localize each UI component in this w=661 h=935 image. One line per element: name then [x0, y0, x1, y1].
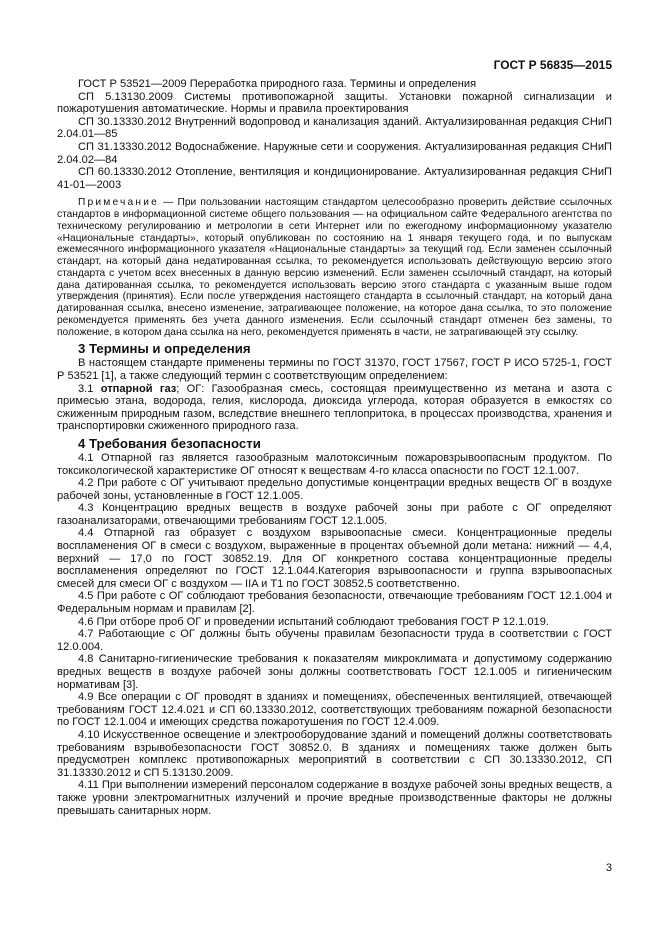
- reference-list: [57, 78, 612, 191]
- section-3-intro: В настоящем стандарте применены термины по ГОСТ 31370, ГОСТ 17567, ГОСТ Р ИСО 5725-1, ГОСТ Р 53521 [1], а также следующий термин с соответствующим определением:: [57, 357, 612, 382]
- term-definition: [57, 383, 612, 433]
- term: отпарной газ: [100, 382, 177, 395]
- clause: 4.3 Концентрацию вредных веществ в воздухе рабочей зоны при работе с ОГ определяют газоанализаторами, отвечающими требованиям ГОСТ 12.1.005.: [57, 502, 612, 527]
- clause: 4.1 Отпарной газ является газообразным малотоксичным пожаровзрывоопасным продуктом. По токсикологической характеристике ОГ относят к веществам 4-го класса опасности по ГОСТ 12.1.007.: [57, 451, 612, 477]
- note-text: — При пользовании настоящим стандартом целесообразно проверить действие ссылочных стандартов в информационной системе общего пользования — на официальном сайте Федерального агентства по техническому регулированию и метрологии в сети Интернет или по ежегодному информационному указателю «Национальные стандарты», который опубликован по состоянию на 1 января текущего года, и по выпускам ежемесячного информационного указателя «Национальные стандарты» за текущий год. Если заменен ссылочный стандарт, на который дана недатированная ссылка, то рекомендуется использовать действующую версию этого стандарта с учетом всех внесенных в данную версию изменений. Если заменен ссылочный стандарт, на который дана датированная ссылка, то рекомендуется использовать версию этого стандарта с указанным выше годом утверждения (принятия). Если после утверждения настоящего стандарта в ссылочный стандарт, на который дана датированная ссылка, внесено изменение, затрагивающее положение, на которое дана ссылка, то это положение рекомендуется применять без учета данного изменения. Если ссылочный стандарт отменен без замены, то положение, в котором дана ссылка на него, рекомендуется применять в части, не затрагивающей эту ссылку.: [57, 197, 612, 338]
- section-4-heading: 4 Требования безопасности: [78, 435, 261, 451]
- clause: 4.8 Санитарно-гигиенические требования к показателям микроклимата и допустимому содержанию вредных веществ в воздухе рабочей зоны должны соответствовать ГОСТ 12.1.005 и гигиеническим нормативам [3].: [57, 653, 612, 691]
- note-label: Примечание: [78, 197, 159, 209]
- clause: 4.5 При работе с ОГ соблюдают требования безопасности, отвечающие требованиям ГОСТ 12.1.004 и Федеральным нормам и правилам [2].: [57, 590, 612, 616]
- clause: 4.10 Искусственное освещение и электрооборудование зданий и помещений должны соответствовать требованиям взрывобезопасности ГОСТ 30852.0. В зданиях и помещениях также должен быть предусмотрен комплекс противопожарных мероприятий в соответствии с СП 30.13330.2012, СП 31.13330.2012 и СП 5.13130.2009.: [57, 728, 612, 779]
- document-header: ГОСТ Р 56835—2015: [493, 58, 612, 72]
- section-3-heading: 3 Термины и определения: [78, 341, 251, 357]
- reference-item: СП 30.13330.2012 Внутренний водопровод и канализация зданий. Актуализированная редакция СНиП 2.04.01—85: [57, 115, 612, 141]
- document-page: [57, 58, 612, 817]
- clause: 4.7 Работающие с ОГ должны быть обучены правилам безопасности труда в соответствии с ГОСТ 12.0.004.: [57, 628, 612, 653]
- term-number: 3.1: [78, 382, 101, 395]
- clause: 4.11 При выполнении измерений персоналом содержание в воздухе рабочей зоны вредных веществ, а также уровни электромагнитных излучений и прочие вредные производственные факторы не должны превышать санитарных норм.: [57, 779, 612, 817]
- reference-item: СП 60.13330.2012 Отопление, вентиляция и кондиционирование. Актуализированная редакция СНиП 41-01—2003: [57, 166, 612, 191]
- reference-item: СП 31.13330.2012 Водоснабжение. Наружные сети и сооружения. Актуализированная редакция СНиП 2.04.02—84: [57, 140, 612, 166]
- term-text: ; ОГ: Газообразная смесь, состоящая преимущественно из метана и азота с примесью этана, водорода, гелия, кислорода, диоксида углерода, которая образуется в емкостях со сжиженным природным газом, вследствие внешнего теплопритока, в процессах производства, хранения и транспортировки сжиженного природного газа.: [57, 382, 612, 433]
- clause: 4.9 Все операции с ОГ проводят в зданиях и помещениях, обеспеченных вентиляцией, отвечающей требованиям ГОСТ 12.4.021 и СП 60.13330.2012, соответствующих требованиям пожарной безопасности по ГОСТ 12.1.004 и имеющих средства пожаротушения по ГОСТ 12.4.009.: [57, 691, 612, 729]
- reference-item: ГОСТ Р 53521—2009 Переработка природного газа. Термины и определения: [78, 78, 477, 90]
- note: [57, 197, 612, 338]
- clause: 4.6 При отборе проб ОГ и проведении испытаний соблюдают требования ГОСТ Р 12.1.019.: [78, 615, 549, 628]
- clause: 4.2 При работе с ОГ учитывают предельно допустимые концентрации вредных веществ ОГ в воздухе рабочей зоны, установленные в ГОСТ 12.1.005.: [57, 477, 612, 502]
- page-number: 3: [605, 862, 612, 874]
- reference-item: СП 5.13130.2009 Системы противопожарной защиты. Установки пожарной сигнализации и пожаротушения автоматические. Нормы и правила проектирования: [57, 90, 612, 116]
- clause: 4.4 Отпарной газ образует с воздухом взрывоопасные смеси. Концентрационные пределы воспламенения ОГ в смеси с воздухом, выраженные в процентах объемной доли метана: нижний — 4,4, верхний — 17,0 по ГОСТ 30852.19. Для ОГ конкретного состава концентрационные пределы воспламенения определяют по ГОСТ 12.1.044.Категория взрывоопасности и группа взрывоопасных смесей для смеси ОГ с воздухом — IIA и Т1 по ГОСТ 30852.5 соответственно.: [57, 527, 612, 590]
